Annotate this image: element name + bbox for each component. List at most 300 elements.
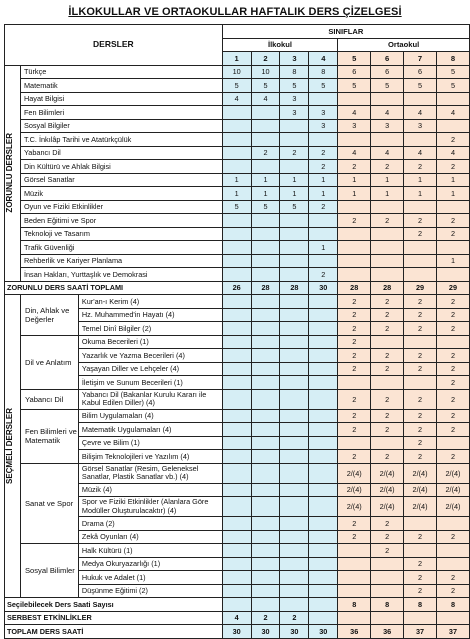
grade-5-cell: 2 [338, 295, 371, 309]
grade-3-cell: 5 [280, 79, 309, 93]
grade-7-cell [404, 200, 437, 214]
course-name: Yabancı Dil [20, 146, 222, 160]
grade-6-cell: 2 [371, 389, 404, 409]
grade-3-cell [280, 227, 309, 241]
grade-7-cell [404, 92, 437, 106]
schedule-table-wrapper [4, 24, 470, 639]
grade-3-cell: 3 [280, 106, 309, 120]
grade-5-cell [338, 611, 371, 625]
grade-7-cell: 4 [404, 146, 437, 160]
grade-7-cell: 8 [404, 598, 437, 612]
zorunlu-row [5, 133, 470, 147]
grade-2-cell [251, 362, 280, 376]
course-name: Bilim Uygulamaları (4) [78, 409, 222, 423]
grade-5-cell: 2 [338, 335, 371, 349]
grade-4-cell [309, 335, 338, 349]
grade-1-cell [222, 214, 251, 228]
grade-2-cell [251, 106, 280, 120]
grade-6-cell: 8 [371, 598, 404, 612]
grade-5-cell [338, 571, 371, 585]
grade-4-cell: 30 [309, 281, 338, 295]
grade-7-cell: 2 [404, 389, 437, 409]
grade-1-cell [222, 436, 251, 450]
grade-6-cell [371, 254, 404, 268]
secmeli-row [5, 544, 470, 558]
grade-4-cell [309, 409, 338, 423]
grade-1-cell [222, 133, 251, 147]
grade-6-cell: 2 [371, 450, 404, 464]
zorunlu-row [5, 200, 470, 214]
grade-2-cell [251, 241, 280, 255]
grade-6-cell: 36 [371, 625, 404, 639]
grade-4-cell [309, 557, 338, 571]
grade-4-cell [309, 92, 338, 106]
grade-6-cell [371, 611, 404, 625]
grade-5-cell [338, 557, 371, 571]
grade-4-cell [309, 544, 338, 558]
grade-6-cell [371, 335, 404, 349]
grade-7-cell: 2 [404, 349, 437, 363]
grade-3-cell [280, 376, 309, 390]
grade-7-cell: 29 [404, 281, 437, 295]
grade-8-cell: 2/(4) [436, 497, 469, 517]
course-name: Fen Bilimleri [20, 106, 222, 120]
grade-5-cell [338, 436, 371, 450]
secmeli-row [5, 389, 470, 409]
course-name: Müzik (4) [78, 483, 222, 497]
course-name: Zekâ Oyunları (4) [78, 530, 222, 544]
grade-6-cell: 2 [371, 544, 404, 558]
grade-2-cell [251, 463, 280, 483]
grade-3-cell [280, 335, 309, 349]
zorunlu-row [5, 254, 470, 268]
zorunlu-row [5, 214, 470, 228]
course-name: Rehberlik ve Kariyer Planlama [20, 254, 222, 268]
grade-5-cell: 6 [338, 65, 371, 79]
grade-4-cell: 3 [309, 119, 338, 133]
group-name: Dil ve Anlatım [20, 335, 78, 389]
grade-7-cell [404, 611, 437, 625]
grade-7-cell: 2/(4) [404, 463, 437, 483]
grade-4-cell: 2 [309, 200, 338, 214]
grade-2-cell [251, 483, 280, 497]
grade-5-cell: 2 [338, 214, 371, 228]
secmeli-row [5, 463, 470, 483]
grade-3-cell [280, 160, 309, 174]
grade-header-8: 8 [436, 52, 469, 66]
grade-5-cell: 2 [338, 409, 371, 423]
grade-3-cell [280, 571, 309, 585]
grade-4-cell [309, 322, 338, 336]
grade-7-cell: 2/(4) [404, 497, 437, 517]
course-name: Temel Dinî Bilgiler (2) [78, 322, 222, 336]
grade-8-cell: 2 [436, 295, 469, 309]
grade-8-cell [436, 268, 469, 282]
course-name: Teknoloji ve Tasarım [20, 227, 222, 241]
grade-5-cell: 2 [338, 450, 371, 464]
grade-5-cell [338, 254, 371, 268]
grade-5-cell: 2/(4) [338, 483, 371, 497]
grade-6-cell [371, 376, 404, 390]
grade-8-cell: 2 [436, 376, 469, 390]
siniflar-header: SINIFLAR [222, 25, 469, 39]
grade-6-cell: 2 [371, 409, 404, 423]
group-name: Sosyal Bilimler [20, 544, 78, 598]
grade-8-cell: 2 [436, 362, 469, 376]
grade-8-cell: 2 [436, 214, 469, 228]
grade-4-cell [309, 214, 338, 228]
grade-4-cell [309, 362, 338, 376]
grade-8-cell: 5 [436, 65, 469, 79]
grade-8-cell: 5 [436, 79, 469, 93]
grade-2-cell [251, 133, 280, 147]
grade-7-cell: 2 [404, 584, 437, 598]
grade-6-cell: 28 [371, 281, 404, 295]
course-name: İnsan Hakları, Yurttaşlık ve Demokrasi [20, 268, 222, 282]
grade-3-cell [280, 268, 309, 282]
course-name: Spor ve Fiziki Etkinlikler (Alanlara Göre Modüller Oluşturulacaktır) (4) [78, 497, 222, 517]
grade-5-cell [338, 241, 371, 255]
zorunlu-row [5, 65, 470, 79]
grade-8-cell: 2 [436, 308, 469, 322]
grade-7-cell: 2 [404, 436, 437, 450]
grade-2-cell: 1 [251, 187, 280, 201]
course-name: Okuma Becerileri (1) [78, 335, 222, 349]
zorunlu-row [5, 187, 470, 201]
grade-5-cell: 2 [338, 423, 371, 437]
grade-1-cell [222, 483, 251, 497]
grade-3-cell [280, 450, 309, 464]
schedule-table [4, 24, 470, 639]
grade-2-cell [251, 544, 280, 558]
group-name: Yabancı Dil [20, 389, 78, 409]
grade-3-cell [280, 322, 309, 336]
grade-3-cell [280, 241, 309, 255]
secmeli-label-text: SEÇMELİ DERSLER [5, 407, 14, 484]
course-name: Çevre ve Bilim (1) [78, 436, 222, 450]
grade-6-cell: 2 [371, 530, 404, 544]
grade-header-6: 6 [371, 52, 404, 66]
course-name: Beden Eğitimi ve Spor [20, 214, 222, 228]
grade-3-cell [280, 308, 309, 322]
grade-5-cell: 2 [338, 362, 371, 376]
grade-1-cell [222, 146, 251, 160]
grade-1-cell: 5 [222, 79, 251, 93]
footer-row [5, 611, 470, 625]
grade-7-cell [404, 268, 437, 282]
grade-6-cell [371, 227, 404, 241]
grade-6-cell: 1 [371, 173, 404, 187]
zorunlu-total-label: ZORUNLU DERS SAATİ TOPLAMI [5, 281, 223, 295]
grade-7-cell: 2/(4) [404, 483, 437, 497]
grade-1-cell [222, 544, 251, 558]
grade-6-cell [371, 436, 404, 450]
grade-3-cell: 2 [280, 146, 309, 160]
grade-4-cell: 2 [309, 268, 338, 282]
grade-6-cell: 2/(4) [371, 463, 404, 483]
zorunlu-row [5, 92, 470, 106]
zorunlu-total-row [5, 281, 470, 295]
grade-8-cell: 29 [436, 281, 469, 295]
ilkokul-header: İlkokul [222, 38, 338, 52]
grade-6-cell: 2 [371, 423, 404, 437]
page-title: İLKOKULLAR VE ORTAOKULLAR HAFTALIK DERS ÇİZELGESİ [68, 6, 402, 18]
grade-2-cell [251, 349, 280, 363]
grade-1-cell [222, 362, 251, 376]
grade-4-cell [309, 436, 338, 450]
grade-3-cell [280, 214, 309, 228]
grade-3-cell: 1 [280, 173, 309, 187]
grade-2-cell [251, 389, 280, 409]
grade-2-cell [251, 308, 280, 322]
grade-header-1: 1 [222, 52, 251, 66]
grade-8-cell: 2 [436, 227, 469, 241]
course-name: Görsel Sanatlar [20, 173, 222, 187]
grade-5-cell: 2 [338, 517, 371, 531]
grade-7-cell: 2 [404, 450, 437, 464]
course-name: Yaşayan Diller ve Lehçeler (4) [78, 362, 222, 376]
grade-5-cell [338, 544, 371, 558]
grade-8-cell: 1 [436, 187, 469, 201]
grade-2-cell: 28 [251, 281, 280, 295]
course-name: Matematik Uygulamaları (4) [78, 423, 222, 437]
grade-8-cell: 2 [436, 349, 469, 363]
grade-8-cell [436, 557, 469, 571]
grade-2-cell [251, 227, 280, 241]
grade-8-cell [436, 200, 469, 214]
grade-2-cell: 10 [251, 65, 280, 79]
grade-6-cell [371, 133, 404, 147]
grade-5-cell: 2 [338, 160, 371, 174]
grade-6-cell: 5 [371, 79, 404, 93]
grade-5-cell [338, 376, 371, 390]
zorunlu-row [5, 173, 470, 187]
grade-2-cell [251, 119, 280, 133]
course-name: Drama (2) [78, 517, 222, 531]
grade-4-cell [309, 463, 338, 483]
grade-5-cell: 2 [338, 389, 371, 409]
ortaokul-header: Ortaokul [338, 38, 470, 52]
grade-5-cell [338, 92, 371, 106]
grade-1-cell [222, 450, 251, 464]
grade-3-cell: 8 [280, 65, 309, 79]
grade-2-cell [251, 423, 280, 437]
grade-6-cell [371, 200, 404, 214]
grade-2-cell: 2 [251, 146, 280, 160]
grade-4-cell [309, 450, 338, 464]
grade-8-cell: 1 [436, 173, 469, 187]
grade-1-cell: 26 [222, 281, 251, 295]
grade-4-cell: 1 [309, 187, 338, 201]
header-row-1 [5, 25, 470, 39]
grade-1-cell [222, 106, 251, 120]
grade-8-cell: 2 [436, 450, 469, 464]
grade-8-cell [436, 92, 469, 106]
grade-1-cell: 1 [222, 187, 251, 201]
grade-3-cell: 28 [280, 281, 309, 295]
grade-5-cell: 2 [338, 308, 371, 322]
grade-5-cell: 2 [338, 530, 371, 544]
grade-7-cell: 2 [404, 557, 437, 571]
zorunlu-row [5, 106, 470, 120]
grade-8-cell [436, 241, 469, 255]
course-name: İletişim ve Sunum Becerileri (1) [78, 376, 222, 390]
grade-1-cell [222, 557, 251, 571]
grade-8-cell: 2 [436, 160, 469, 174]
grade-7-cell: 4 [404, 106, 437, 120]
grade-4-cell [309, 497, 338, 517]
course-name: Din Kültürü ve Ahlak Bilgisi [20, 160, 222, 174]
grade-4-cell [309, 254, 338, 268]
grade-8-cell: 1 [436, 254, 469, 268]
grade-7-cell: 3 [404, 119, 437, 133]
grade-5-cell [338, 268, 371, 282]
grade-1-cell [222, 517, 251, 531]
grade-1-cell [222, 308, 251, 322]
grade-5-cell: 5 [338, 79, 371, 93]
grade-6-cell: 2 [371, 362, 404, 376]
secmeli-row [5, 409, 470, 423]
grade-5-cell: 2/(4) [338, 463, 371, 483]
grade-3-cell [280, 557, 309, 571]
course-name: Hz. Muhammed'in Hayatı (4) [78, 308, 222, 322]
grade-8-cell [436, 611, 469, 625]
grade-3-cell: 3 [280, 92, 309, 106]
grade-6-cell: 2 [371, 160, 404, 174]
grade-1-cell [222, 584, 251, 598]
grade-header-3: 3 [280, 52, 309, 66]
zorunlu-row [5, 160, 470, 174]
grade-2-cell: 4 [251, 92, 280, 106]
grade-6-cell [371, 268, 404, 282]
grade-4-cell: 1 [309, 173, 338, 187]
grade-3-cell [280, 349, 309, 363]
grade-1-cell [222, 376, 251, 390]
grade-2-cell: 5 [251, 200, 280, 214]
course-name: Medya Okuryazarlığı (1) [78, 557, 222, 571]
grade-7-cell [404, 241, 437, 255]
grade-2-cell [251, 557, 280, 571]
grade-4-cell [309, 389, 338, 409]
grade-4-cell: 2 [309, 160, 338, 174]
grade-8-cell: 2 [436, 423, 469, 437]
grade-2-cell: 30 [251, 625, 280, 639]
zorunlu-row [5, 241, 470, 255]
grade-6-cell: 2/(4) [371, 497, 404, 517]
footer-row [5, 598, 470, 612]
grade-6-cell: 1 [371, 187, 404, 201]
course-name: Halk Kültürü (1) [78, 544, 222, 558]
footer-label: Seçilebilecek Ders Saati Sayısı [5, 598, 223, 612]
grade-8-cell: 2 [436, 530, 469, 544]
grade-8-cell: 2/(4) [436, 463, 469, 483]
grade-2-cell [251, 598, 280, 612]
zorunlu-row [5, 146, 470, 160]
grade-7-cell: 2 [404, 295, 437, 309]
grade-4-cell [309, 571, 338, 585]
grade-2-cell [251, 160, 280, 174]
course-name: Sosyal Bilgiler [20, 119, 222, 133]
grade-3-cell [280, 436, 309, 450]
grade-2-cell [251, 530, 280, 544]
grade-5-cell: 1 [338, 187, 371, 201]
course-name: Kur'an-ı Kerim (4) [78, 295, 222, 309]
zorunlu-label-text: ZORUNLU DERSLER [5, 133, 14, 213]
grade-3-cell [280, 423, 309, 437]
grade-2-cell [251, 450, 280, 464]
grade-8-cell [436, 436, 469, 450]
grade-3-cell: 30 [280, 625, 309, 639]
grade-1-cell: 10 [222, 65, 251, 79]
course-name: Görsel Sanatlar (Resim, Geleneksel Sanatlar, Plastik Sanatlar vb.) (4) [78, 463, 222, 483]
grade-7-cell: 5 [404, 79, 437, 93]
grade-7-cell: 2 [404, 530, 437, 544]
grade-5-cell [338, 584, 371, 598]
grade-1-cell: 5 [222, 200, 251, 214]
grade-1-cell [222, 241, 251, 255]
grade-header-4: 4 [309, 52, 338, 66]
grade-4-cell: 2 [309, 146, 338, 160]
grade-8-cell: 2 [436, 584, 469, 598]
grade-8-cell: 4 [436, 106, 469, 120]
course-name: Oyun ve Fiziki Etkinlikler [20, 200, 222, 214]
grade-4-cell [309, 517, 338, 531]
grade-2-cell [251, 254, 280, 268]
grade-1-cell [222, 409, 251, 423]
grade-7-cell [404, 544, 437, 558]
grade-6-cell [371, 571, 404, 585]
footer-label: SERBEST ETKİNLİKLER [5, 611, 223, 625]
grade-4-cell: 5 [309, 79, 338, 93]
grade-7-cell: 1 [404, 173, 437, 187]
secmeli-row [5, 335, 470, 349]
grade-2-cell [251, 214, 280, 228]
grade-2-cell [251, 436, 280, 450]
grade-1-cell [222, 268, 251, 282]
grade-7-cell: 2 [404, 423, 437, 437]
grade-5-cell: 2 [338, 322, 371, 336]
grade-3-cell: 2 [280, 611, 309, 625]
course-name: Yazarlık ve Yazma Becerileri (4) [78, 349, 222, 363]
group-name: Din, Ahlak ve Değerler [20, 295, 78, 336]
grade-6-cell: 4 [371, 106, 404, 120]
grade-1-cell [222, 254, 251, 268]
grade-header-2: 2 [251, 52, 280, 66]
grade-8-cell: 2 [436, 571, 469, 585]
grade-6-cell: 3 [371, 119, 404, 133]
grade-5-cell: 3 [338, 119, 371, 133]
grade-6-cell: 2 [371, 214, 404, 228]
grade-1-cell [222, 497, 251, 517]
grade-6-cell: 2 [371, 517, 404, 531]
grade-7-cell [404, 254, 437, 268]
grade-3-cell [280, 362, 309, 376]
grade-2-cell [251, 335, 280, 349]
grade-2-cell [251, 409, 280, 423]
grade-1-cell [222, 119, 251, 133]
grade-1-cell [222, 598, 251, 612]
grade-6-cell [371, 92, 404, 106]
grade-5-cell: 8 [338, 598, 371, 612]
grade-7-cell: 37 [404, 625, 437, 639]
grade-3-cell [280, 517, 309, 531]
grade-4-cell [309, 483, 338, 497]
grade-4-cell: 8 [309, 65, 338, 79]
grade-1-cell: 30 [222, 625, 251, 639]
zorunlu-row [5, 119, 470, 133]
grade-8-cell [436, 119, 469, 133]
grade-3-cell [280, 598, 309, 612]
